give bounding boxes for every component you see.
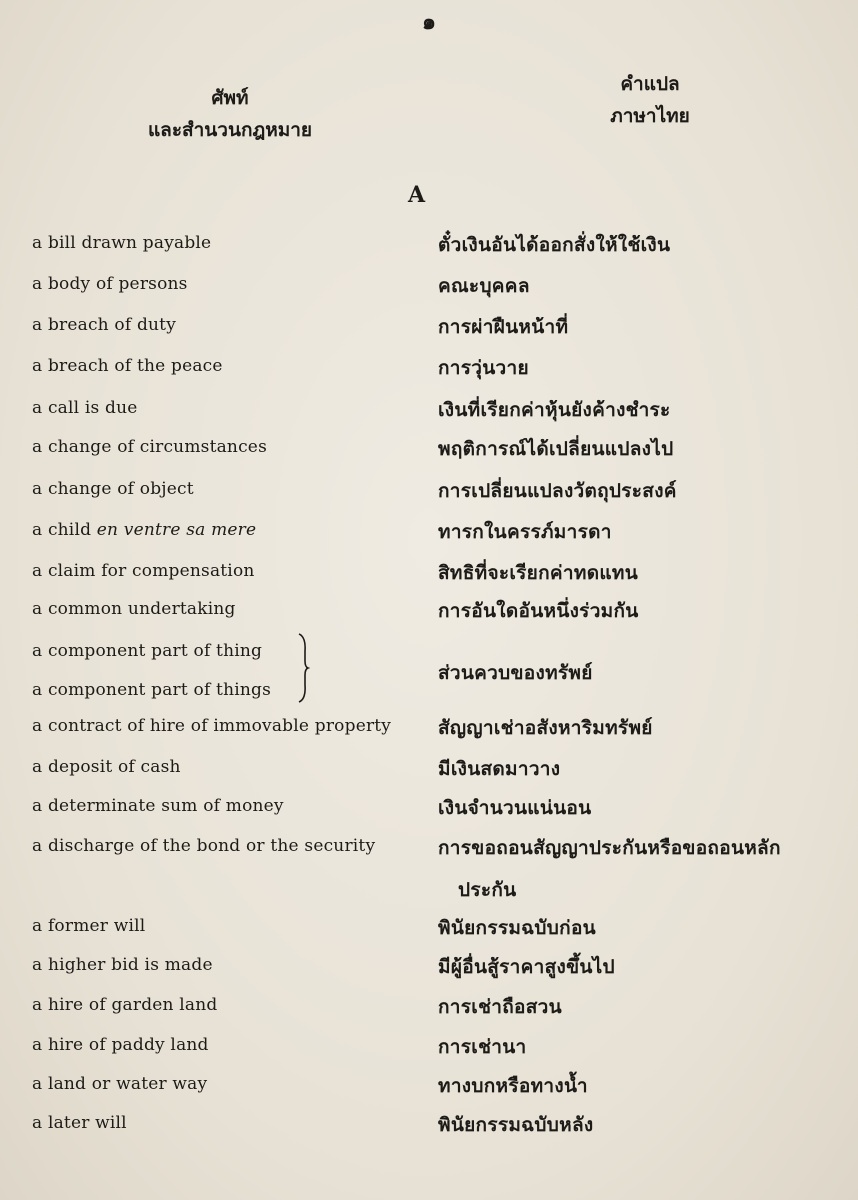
page-number: ๑ — [422, 9, 436, 35]
grouping-brace — [296, 633, 310, 703]
entry-term: a common undertaking — [32, 599, 236, 619]
entry-term-italic: en ventre sa mere — [96, 520, 257, 540]
entry-translation: สัญญาเช่าอสังหาริมทรัพย์ — [438, 717, 653, 739]
entry-term: a body of persons — [32, 274, 188, 294]
entry-translation: การผ่าฝืนหน้าที่ — [438, 316, 569, 338]
entry-translation: การเช่าถือสวน — [438, 996, 562, 1018]
entry-term: a change of circumstances — [32, 437, 267, 457]
entry-term: a change of object — [32, 479, 194, 499]
entry-translation: เงินที่เรียกค่าหุ้นยังค้างชำระ — [438, 399, 671, 421]
entry-term — [32, 520, 256, 540]
entry-translation: พินัยกรรมฉบับหลัง — [438, 1114, 594, 1136]
entry-translation: การเปลี่ยนแปลงวัตถุประสงค์ — [438, 480, 677, 502]
entry-term: a component part of thing — [32, 641, 263, 661]
entry-translation: ตั๋วเงินอันได้ออกสั่งให้ใช้เงิน — [438, 234, 671, 256]
entry-translation-continued: ประกัน — [458, 879, 517, 901]
entry-term: a claim for compensation — [32, 561, 255, 581]
entry-translation: สิทธิที่จะเรียกค่าทดแทน — [438, 562, 639, 584]
entry-translation: มีเงินสดมาวาง — [438, 758, 561, 780]
entry-translation: เงินจำนวนแน่นอน — [438, 797, 592, 819]
entry-term: a breach of duty — [32, 315, 177, 335]
entry-translation: คณะบุคคล — [438, 275, 530, 297]
entry-translation: พฤติการณ์ได้เปลี่ยนแปลงไป — [438, 438, 674, 460]
entry-translation: พินัยกรรมฉบับก่อน — [438, 917, 596, 939]
entry-term: a hire of paddy land — [32, 1035, 209, 1055]
column-header-terms — [120, 82, 340, 146]
entry-term: a higher bid is made — [32, 955, 213, 975]
entry-translation: การขอถอนสัญญาประกันหรือขอถอนหลัก — [438, 837, 781, 859]
entry-term: a contract of hire of immovable property — [32, 716, 392, 736]
entry-term: a former will — [32, 916, 146, 936]
entry-term-prefix: a child — [32, 520, 97, 540]
entry-term: a later will — [32, 1113, 127, 1133]
entry-term: a call is due — [32, 398, 138, 418]
entry-term: a hire of garden land — [32, 995, 218, 1015]
header-terms-line2: และสำนวนกฎหมาย — [147, 119, 313, 141]
entry-translation: มีผู้อื่นสู้ราคาสูงขึ้นไป — [438, 956, 615, 978]
entry-translation: การเช่านา — [438, 1036, 527, 1058]
entry-translation: การวุ่นวาย — [438, 357, 529, 379]
entry-translation: ทารกในครรภ์มารดา — [438, 521, 612, 543]
entry-term: a component part of things — [32, 680, 272, 700]
column-header-translation — [545, 68, 755, 132]
header-translation-line2: ภาษาไทย — [610, 105, 690, 127]
entry-translation: การอันใดอันหนึ่งร่วมกัน — [438, 600, 639, 622]
entry-translation: ส่วนควบของทรัพย์ — [438, 662, 593, 684]
header-translation-line1: คำแปล — [620, 73, 680, 95]
entry-term: a breach of the peace — [32, 356, 223, 376]
entry-term: a discharge of the bond or the security — [32, 836, 376, 856]
entry-term: a determinate sum of money — [32, 796, 284, 816]
entry-term: a deposit of cash — [32, 757, 181, 777]
entry-translation: ทางบกหรือทางน้ำ — [438, 1075, 588, 1097]
entry-term: a land or water way — [32, 1074, 208, 1094]
section-letter: A — [408, 182, 426, 208]
header-terms-line1: ศัพท์ — [211, 87, 249, 109]
entry-term: a bill drawn payable — [32, 233, 212, 253]
